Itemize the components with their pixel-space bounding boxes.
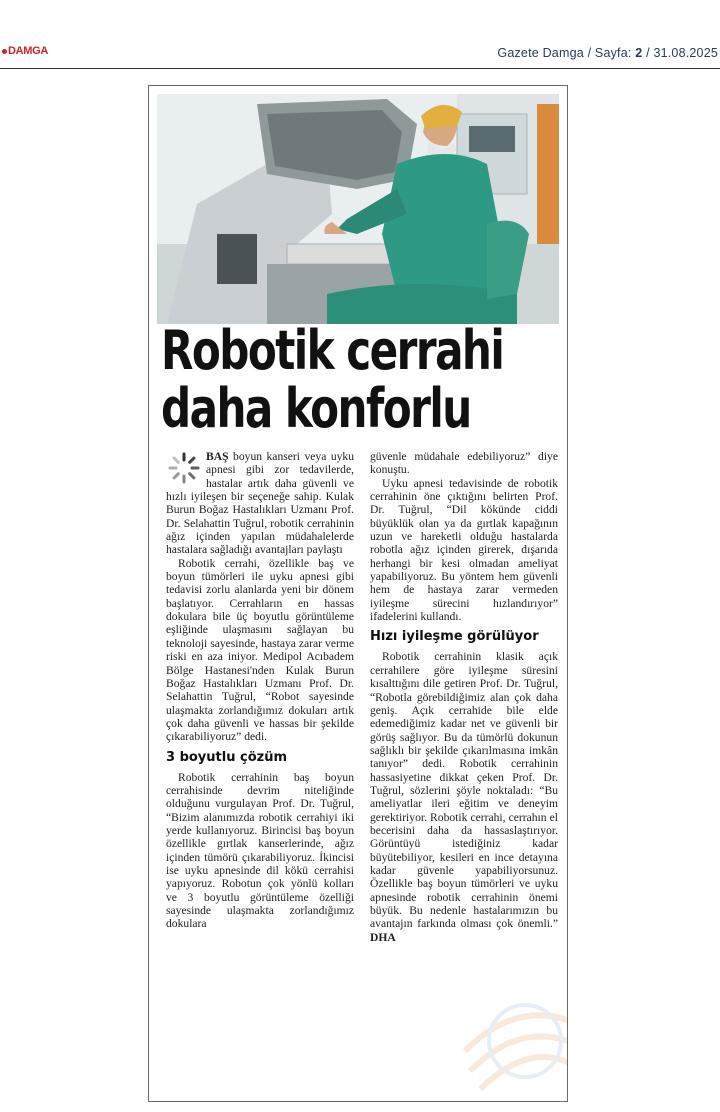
lead-bold-word: BAŞ xyxy=(206,450,229,463)
col2-paragraph-2: Uyku apnesi tedavisinde de robotik cerrahinin öne çıktığını belirten Prof. Dr. Tuğrul, “Dil kökünde ciddi büyüklük olan ya da gırtlak kapağının uzun ve hareketli olduğu hastalarda robotla ağız içinden girerek, dışarıda herhangi bir kesi olmadan ameliyat yapabiliyoruz. Bu yöntem hem güvenli hem de hastaya zarar vermeden iyileşme sürecini hızlandırıyor” ifadelerini kullandı. xyxy=(370,476,558,624)
subheading-fast-recovery: Hızı iyileşme görülüyor xyxy=(370,629,539,645)
logo-dot-icon xyxy=(2,49,7,54)
logo-text: DAMGA xyxy=(8,45,49,57)
subheading-3d-solution: 3 boyutlu çözüm xyxy=(166,749,287,765)
surgeon-robot-illustration xyxy=(157,94,559,324)
article-column-left xyxy=(166,450,354,931)
col1-paragraph-2: Robotik cerrahi, özellikle baş ve boyun tümörleri ile uyku apnesi gibi tedavisi zorlu alanlarda yeni bir dönem başlatıyor. Cerrahların en hassas dokulara bile üç boyutlu görüntüleme eşliğinde ulaşmasını sağlayan bu teknoloji sayesinde, hastaya zarar verme riski en aza iniyor. Medipol Acıbadem Bölge Hastanesi'nden Kulak Burun Boğaz Hastalıkları Uzmanı Prof. Dr. Selahattin Tuğrul, “Robot sayesinde ulaşmakta zorlandığımız dokuları artık çok daha güvenli ve hassas bir şekilde çıkarabiliyoruz” dedi. xyxy=(166,556,354,744)
article-headline xyxy=(161,319,567,440)
page-number: 2 xyxy=(635,46,643,60)
article-photo xyxy=(157,94,559,324)
article-column-right xyxy=(370,450,558,944)
headline-line-2: daha konforlu xyxy=(161,377,471,440)
page-label: Sayfa: xyxy=(594,46,632,60)
lead-paragraph xyxy=(166,450,354,557)
col2-paragraph-1: güvenle müdahale edebiliyoruz” diye konuştu. xyxy=(370,450,558,477)
watermark-globe-icon xyxy=(455,981,568,1091)
col2-paragraph-3 xyxy=(370,650,558,944)
col1-paragraph-3: Robotik cerrahinin baş boyun cerrahisinde devrim niteliğinde olduğunu vurgulayan Prof. Dr. Tuğrul, “Bizim alanımızda robotik cerrahiyi iki yerde kullanıyoruz. Birincisi baş boyun özellikle gırtlak kanserlerinde, ağız içinden tümörü çıkarabiliyoruz. İkincisi ise uyku apnesinde dil kökü cerrahisi yapıyoruz. Robotun çok yönlü kolları ve 3 boyutlu görüntüleme özelliği sayesinde ulaşmakta zorlandığımız dokulara xyxy=(166,770,354,931)
dha-spinner-icon xyxy=(166,450,202,486)
article-clipping xyxy=(148,85,568,1102)
col2-paragraph-3-text: Robotik cerrahinin klasik açık cerrahilere göre iyileşme süresini kısalttığını dile getiren Prof. Dr. Tuğrul, “Robotla görebildiğimiz alan çok daha geniş. Açık cerrahide bile elde edemediğimiz kadar net ve güvenli bir görüş sağlıyor. Bu da tümörlü dokunun sağlıklı bir şekilde çıkarılmasına imkân tanıyor” dedi. Robotik cerrahinin hassasiyetine dikkat çeken Prof. Dr. Tuğrul, sözlerini şöyle noktaladı: “Bu ameliyatlar ileri eğitim ve deneyim gerektiriyor. Robotik cerrahi, cerrahın el becerisini daha da hassaslaştırıyor. Görüntüyü istediğiniz kadar büyütebiliyor, kesileri en ince detayına kadar güvenle yapabiliyorsunuz. Özellikle baş boyun tümörleri ve uyku apnesinde robotik cerrahinin önemi büyük. Bu nedenle hastalarımızın bu avantajın farkında olması çok önemli.” xyxy=(370,650,558,931)
page-header xyxy=(0,0,720,70)
header-rule xyxy=(0,68,720,69)
issue-date: 31.08.2025 xyxy=(653,46,718,60)
header-info: Gazete Damga / Sayfa: 2 / 31.08.2025 xyxy=(497,46,718,60)
col1-paragraph-1: boyun kanseri veya uyku apnesi gibi zor tedavilerde, hastalar artık daha güvenli ve hızlı iyileşen bir seçeneğe sahip. Kulak Burun Boğaz Hastalıkları Uzmanı Prof. Dr. Selahattin Tuğrul, robotik cerrahinin ağız içinden yapılan müdahalelerde hastalara sağladığı avantajları paylaştı xyxy=(166,450,355,557)
damga-logo xyxy=(2,45,48,57)
headline-line-1: Robotik cerrahi xyxy=(161,319,504,382)
publication-name: Gazete Damga xyxy=(497,46,584,60)
agency-signature: DHA xyxy=(370,930,396,944)
